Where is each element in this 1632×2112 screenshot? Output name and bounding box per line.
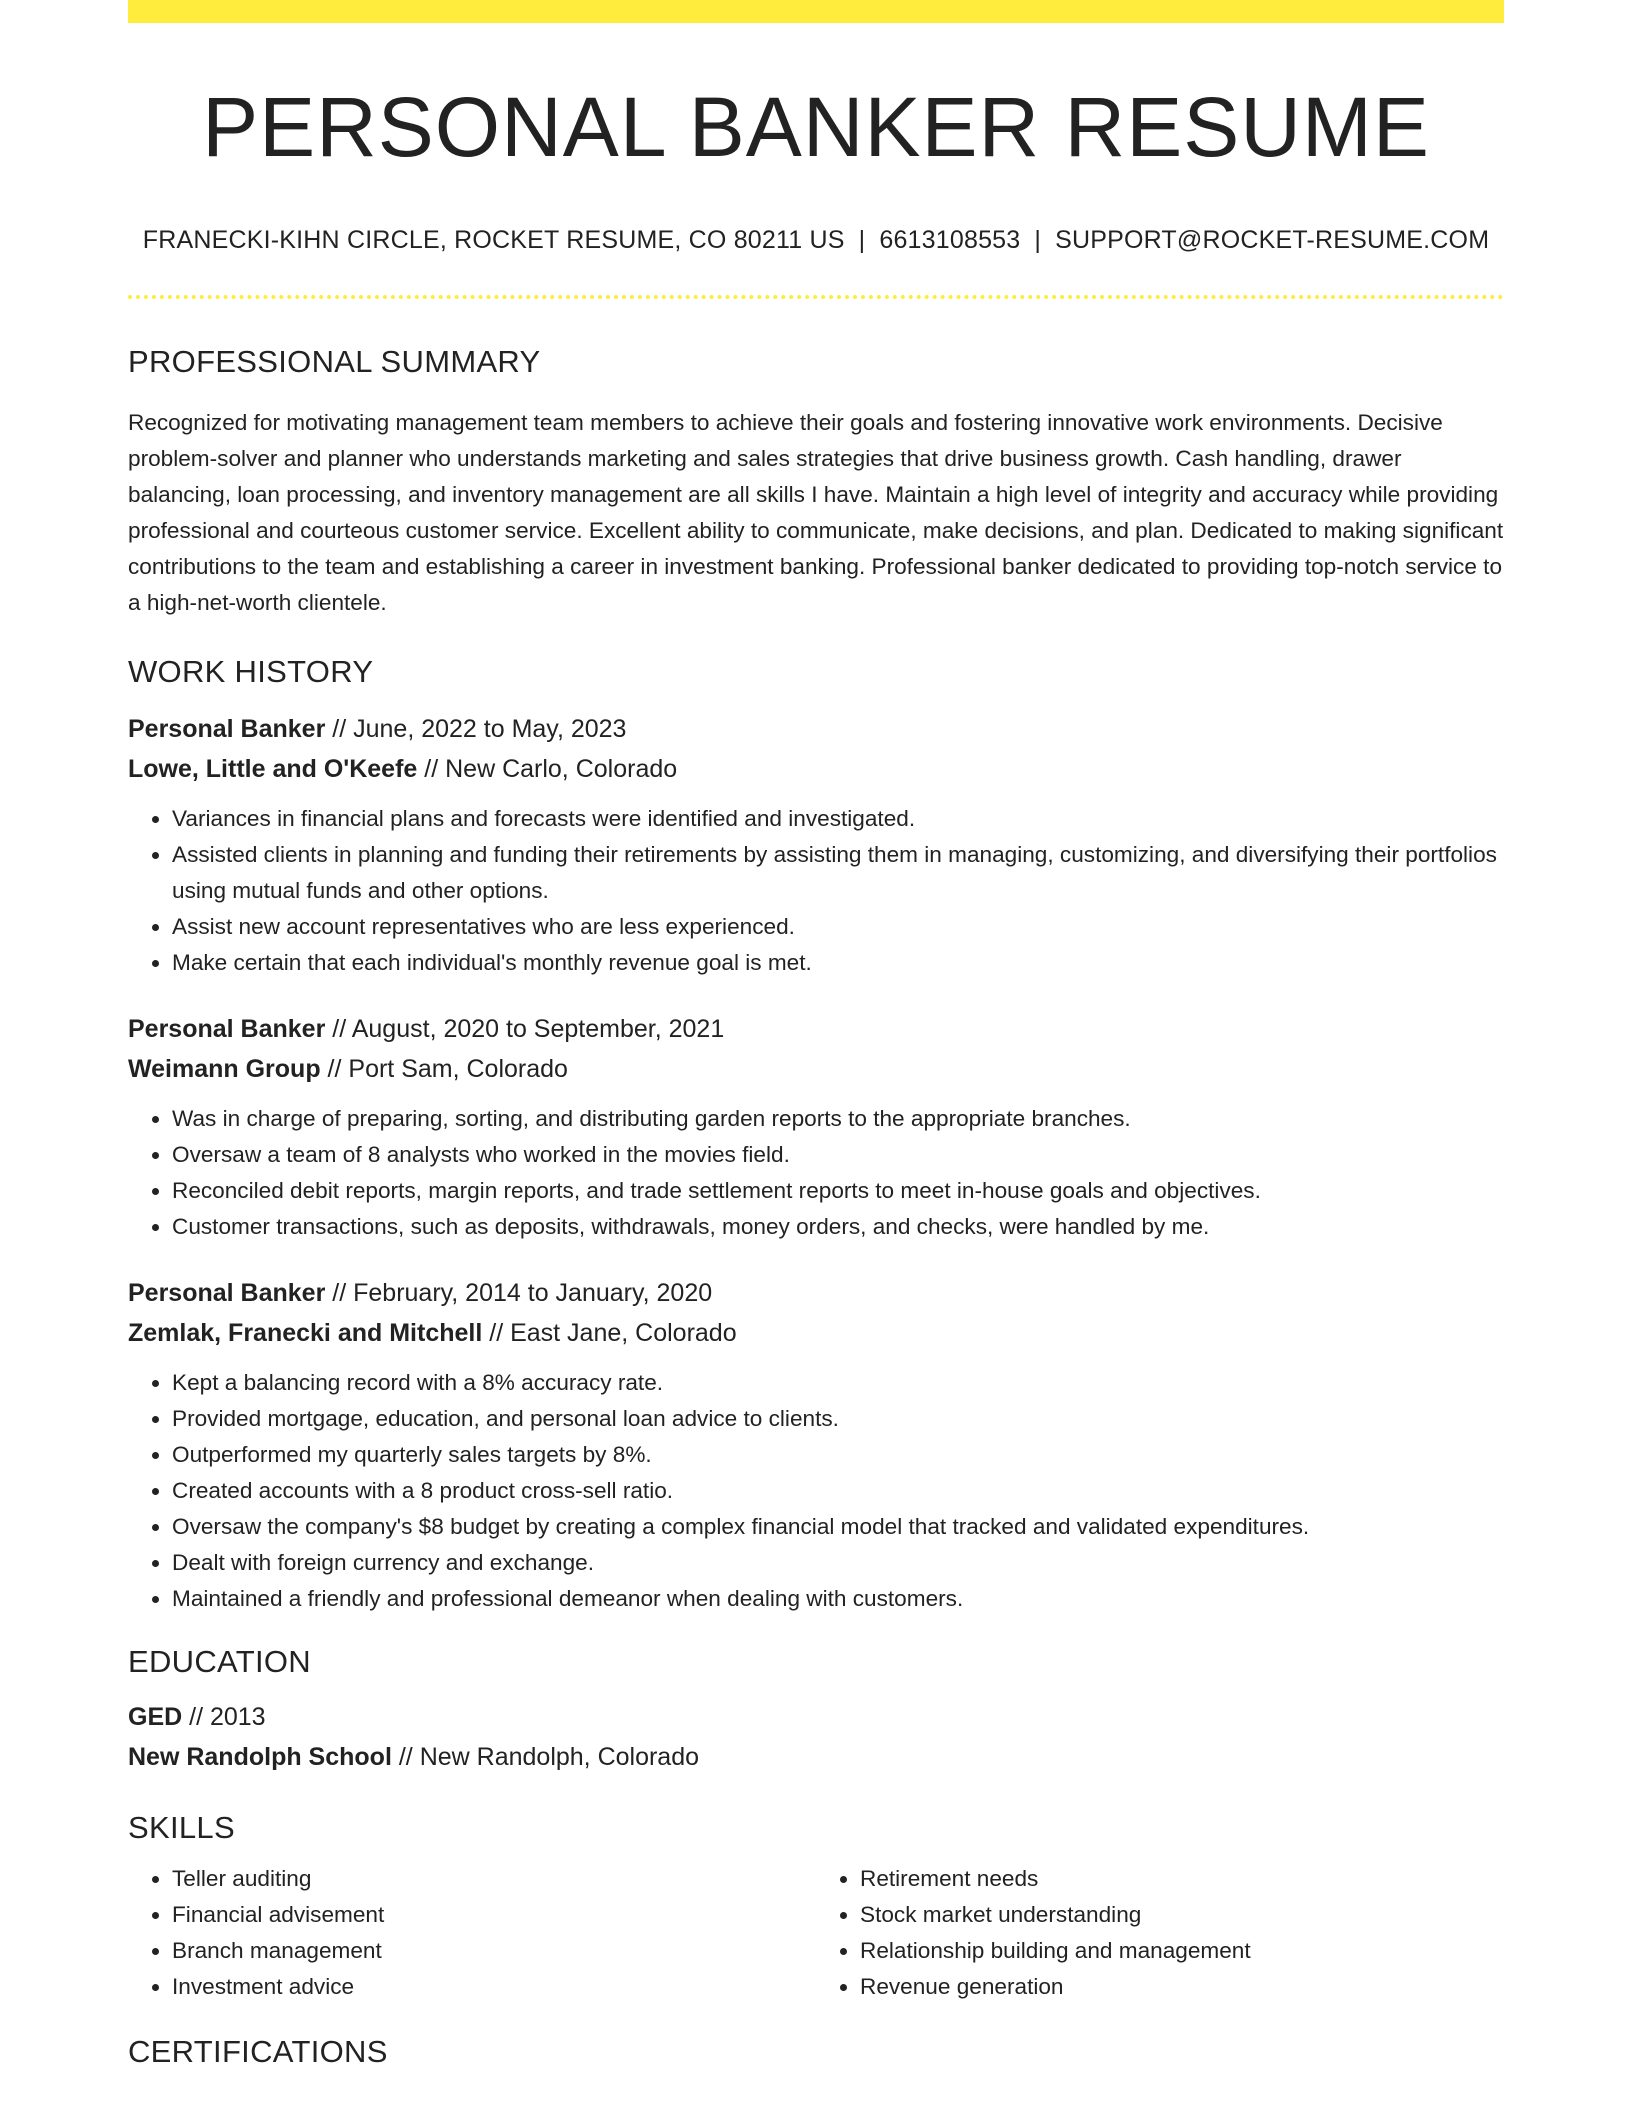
education-location: // New Randolph, Colorado [391, 1743, 700, 1772]
list-item: • Assist new account representatives who are less experienced. [172, 909, 1504, 945]
job-entry [128, 1273, 1504, 1617]
list-item: • Maintained a friendly and professional demeanor when dealing with customers. [172, 1581, 1504, 1617]
job-company-line [128, 1313, 1504, 1353]
job-company: Zemlak, Franecki and Mitchell [128, 1319, 483, 1348]
contact-email: SUPPORT@ROCKET-RESUME.COM [1055, 226, 1490, 254]
contact-separator: | [858, 226, 866, 254]
job-company-line [128, 1049, 1504, 1089]
resume-title: PERSONAL BANKER RESUME [202, 80, 1430, 174]
education-heading: EDUCATION [128, 1644, 311, 1680]
list-item: • Variances in financial plans and forecasts were identified and investigated. [172, 801, 1504, 837]
job-company-line [128, 749, 1504, 789]
summary-text: Recognized for motivating management team members to achieve their goals and fostering innovative work environments. Decisive problem-solver and planner who understands marketing and sales strategies that drive business growth. Cash handling, drawer balancing, loan processing, and inventory management are all skills I have. Maintain a high level of integrity and accuracy while providing professional and courteous customer service. Excellent ability to communicate, make decisions, and plan. Dedicated to making significant contributions to the team and establishing a career in investment banking. Professional banker dedicated to providing top-notch service to a high-net-worth clientele. [128, 410, 1504, 616]
job-location: // Port Sam, Colorado [320, 1055, 568, 1084]
list-item: • Oversaw the company's $8 budget by creating a complex financial model that tracked and validated expenditures. [172, 1509, 1504, 1545]
job-entry [128, 709, 1504, 981]
dotted-divider [128, 295, 1504, 299]
education-degree-line [128, 1697, 1504, 1737]
contact-address: FRANECKI-KIHN CIRCLE, ROCKET RESUME, CO 80211 US [142, 226, 845, 254]
job-bullets [128, 1365, 1504, 1617]
resume-page [128, 0, 1504, 2069]
summary-heading: PROFESSIONAL SUMMARY [128, 344, 541, 379]
job-position: Personal Banker [128, 715, 326, 744]
job-position-line [128, 709, 1504, 749]
skills-right-list [816, 1861, 1504, 2005]
list-item: • Outperformed my quarterly sales targets by 8%. [172, 1437, 1504, 1473]
job-position-line [128, 1009, 1504, 1049]
list-item: • Teller auditing [172, 1861, 816, 1897]
skills-left-list [128, 1861, 816, 2005]
skills-heading: SKILLS [128, 1810, 235, 1846]
education-school: New Randolph School [128, 1743, 392, 1772]
contact-phone: 6613108553 [879, 226, 1021, 254]
list-item: • Investment advice [172, 1969, 816, 2005]
job-company: Lowe, Little and O'Keefe [128, 755, 418, 784]
job-bullets [128, 801, 1504, 981]
list-item: • Dealt with foreign currency and exchange. [172, 1545, 1504, 1581]
job-position-line [128, 1273, 1504, 1313]
list-item: • Kept a balancing record with a 8% accuracy rate. [172, 1365, 1504, 1401]
education-entry [128, 1697, 1504, 1777]
job-entry [128, 1009, 1504, 1245]
list-item: • Relationship building and management [860, 1933, 1504, 1969]
job-dates: // June, 2022 to May, 2023 [325, 715, 627, 744]
job-location: // East Jane, Colorado [482, 1319, 737, 1348]
job-position: Personal Banker [128, 1015, 326, 1044]
list-item: • Customer transactions, such as deposits, withdrawals, money orders, and checks, were handled by me. [172, 1209, 1504, 1245]
certifications-heading: CERTIFICATIONS [128, 2034, 388, 2070]
list-item: • Retirement needs [860, 1861, 1504, 1897]
skills-columns [128, 1861, 1504, 2005]
contact-line [128, 225, 1504, 255]
job-dates: // February, 2014 to January, 2020 [325, 1279, 713, 1308]
job-bullets [128, 1101, 1504, 1245]
education-year: // 2013 [182, 1703, 266, 1732]
list-item: • Was in charge of preparing, sorting, and distributing garden reports to the appropriate branches. [172, 1101, 1504, 1137]
list-item: • Branch management [172, 1933, 816, 1969]
contact-separator: | [1034, 226, 1042, 254]
list-item: • Oversaw a team of 8 analysts who worked in the movies field. [172, 1137, 1504, 1173]
work-history-heading: WORK HISTORY [128, 654, 374, 690]
job-position: Personal Banker [128, 1279, 326, 1308]
list-item: • Provided mortgage, education, and personal loan advice to clients. [172, 1401, 1504, 1437]
list-item: • Created accounts with a 8 product cross-sell ratio. [172, 1473, 1504, 1509]
job-location: // New Carlo, Colorado [417, 755, 678, 784]
list-item: • Stock market understanding [860, 1897, 1504, 1933]
education-degree: GED [128, 1703, 183, 1732]
list-item: • Revenue generation [860, 1969, 1504, 2005]
list-item: • Assisted clients in planning and funding their retirements by assisting them in managing, customizing, and diversifying their portfolios using mutual funds and other options. [172, 837, 1504, 909]
job-company: Weimann Group [128, 1055, 321, 1084]
list-item: • Make certain that each individual's monthly revenue goal is met. [172, 945, 1504, 981]
accent-bar [128, 0, 1504, 23]
job-dates: // August, 2020 to September, 2021 [325, 1015, 725, 1044]
list-item: • Financial advisement [172, 1897, 816, 1933]
education-school-line [128, 1737, 1504, 1777]
list-item: • Reconciled debit reports, margin reports, and trade settlement reports to meet in-house goals and objectives. [172, 1173, 1504, 1209]
